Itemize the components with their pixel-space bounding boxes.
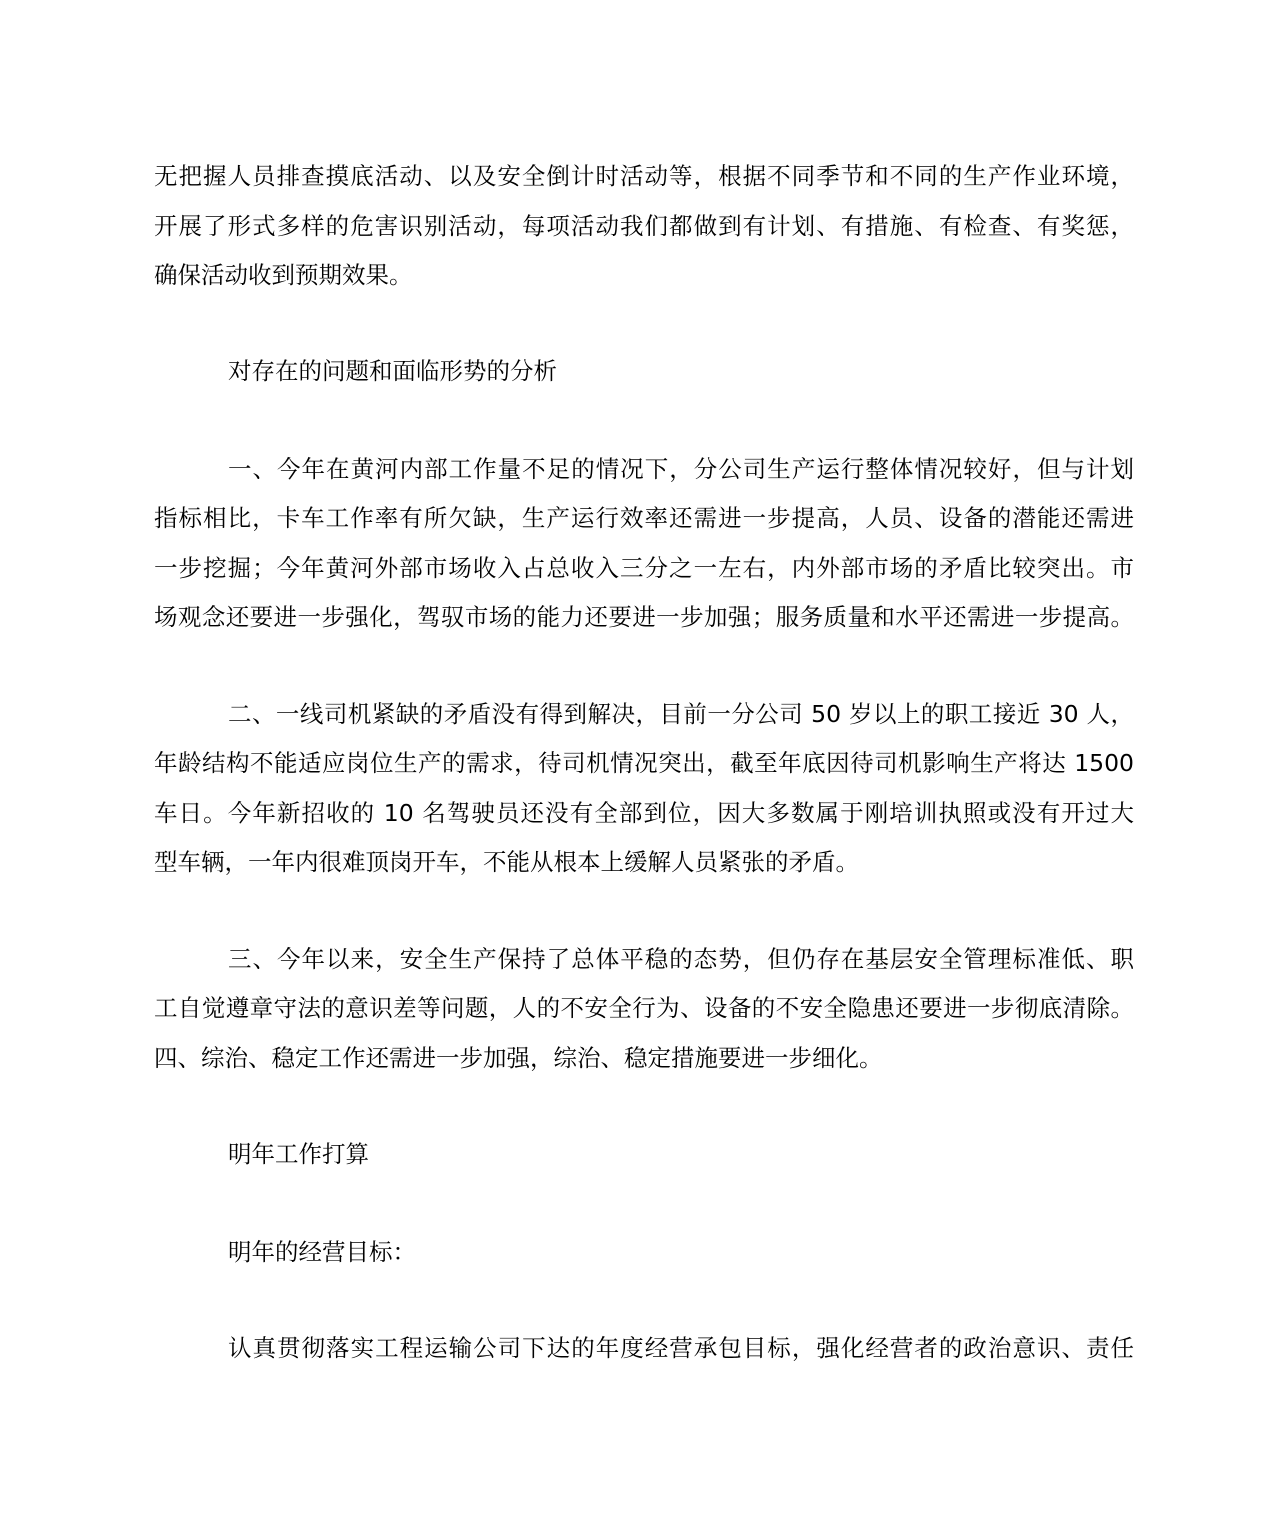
paragraph-line: 车日。今年新招收的 10 名驾驶员还没有全部到位，因大多数属于刚培训执照或没有开过大	[154, 799, 1134, 827]
paragraph-line: 一步挖掘；今年黄河外部市场收入占总收入三分之一左右，内外部市场的矛盾比较突出。市	[154, 554, 1134, 582]
section-heading: 明年工作打算	[228, 1140, 369, 1168]
section-heading: 明年的经营目标：	[228, 1238, 416, 1266]
paragraph-line: 开展了形式多样的危害识别活动，每项活动我们都做到有计划、有措施、有检查、有奖惩，	[154, 212, 1134, 240]
paragraph-line: 年龄结构不能适应岗位生产的需求，待司机情况突出，截至年底因待司机影响生产将达 1500	[154, 749, 1134, 777]
paragraph-line: 工自觉遵章守法的意识差等问题，人的不安全行为、设备的不安全隐患还要进一步彻底清除。	[154, 994, 1134, 1022]
paragraph-line: 三、今年以来，安全生产保持了总体平稳的态势，但仍存在基层安全管理标准低、职	[228, 945, 1134, 973]
section-heading: 对存在的问题和面临形势的分析	[228, 357, 557, 385]
paragraph-line: 认真贯彻落实工程运输公司下达的年度经营承包目标，强化经营者的政治意识、责任	[228, 1334, 1134, 1362]
paragraph-line: 无把握人员排查摸底活动、以及安全倒计时活动等，根据不同季节和不同的生产作业环境，	[154, 162, 1134, 190]
paragraph-line: 四、综治、稳定工作还需进一步加强，综治、稳定措施要进一步细化。	[154, 1044, 883, 1072]
paragraph-line: 确保活动收到预期效果。	[154, 261, 413, 289]
paragraph-line: 一、今年在黄河内部工作量不足的情况下，分公司生产运行整体情况较好，但与计划	[228, 455, 1134, 483]
paragraph-line: 二、一线司机紧缺的矛盾没有得到解决，目前一分公司 50 岁以上的职工接近 30 人，	[228, 700, 1134, 728]
paragraph-line: 型车辆，一年内很难顶岗开车，不能从根本上缓解人员紧张的矛盾。	[154, 848, 859, 876]
paragraph-line: 场观念还要进一步强化，驾驭市场的能力还要进一步加强；服务质量和水平还需进一步提高。	[154, 603, 1134, 631]
paragraph-line: 指标相比，卡车工作率有所欠缺，生产运行效率还需进一步提高，人员、设备的潜能还需进	[154, 504, 1134, 532]
